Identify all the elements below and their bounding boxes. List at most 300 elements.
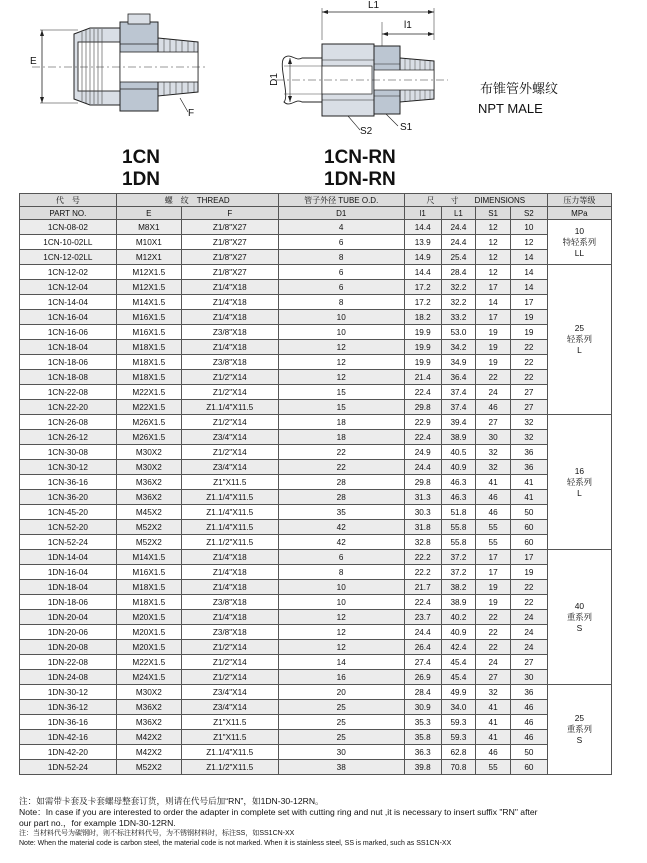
cell-part-no: 1CN-26-08: [20, 415, 117, 430]
header-pressure-unit: MPa: [547, 207, 611, 220]
header-f: F: [181, 207, 278, 220]
cell-dim-s2: 50: [510, 505, 547, 520]
cell-dim-i1: 24.9: [404, 445, 441, 460]
cell-part-no: 1CN-36-16: [20, 475, 117, 490]
cell-thread-e: M16X1.5: [116, 325, 181, 340]
cell-dim-i1: 35.3: [404, 715, 441, 730]
pressure-series: 特轻系列: [562, 236, 597, 247]
cell-dim-s2: 19: [510, 565, 547, 580]
table-row: [20, 325, 612, 340]
cell-dim-s2: 22: [510, 340, 547, 355]
cell-dim-s2: 17: [510, 550, 547, 565]
table-row: [20, 460, 612, 475]
label-d1: D1: [268, 73, 280, 86]
cell-dim-i1: 35.8: [404, 730, 441, 745]
cell-dim-i1: 22.4: [404, 430, 441, 445]
cell-thread-f: Z1/4"X18: [181, 310, 278, 325]
cell-dim-l1: 55.8: [441, 535, 476, 550]
cell-dim-s2: 12: [510, 235, 547, 250]
cell-tube-od: 16: [278, 670, 404, 685]
cell-thread-e: M36X2: [116, 475, 181, 490]
cell-dim-l1: 37.2: [441, 565, 476, 580]
cell-dim-s1: 24: [476, 655, 511, 670]
cell-thread-f: Z1/2"X14: [181, 370, 278, 385]
cell-part-no: 1DN-20-06: [20, 625, 117, 640]
cell-thread-f: Z1.1/4"X11.5: [181, 490, 278, 505]
cell-thread-e: M42X2: [116, 745, 181, 760]
cell-tube-od: 35: [278, 505, 404, 520]
cell-dim-l1: 34.9: [441, 355, 476, 370]
pressure-group: [547, 220, 611, 265]
table-row: [20, 760, 612, 775]
cell-part-no: 1DN-24-08: [20, 670, 117, 685]
pressure-series: 轻系列: [566, 334, 592, 344]
cell-dim-s1: 19: [476, 595, 511, 610]
cell-tube-od: 6: [278, 265, 404, 280]
cell-part-no: 1CN-22-08: [20, 385, 117, 400]
cell-tube-od: 12: [278, 370, 404, 385]
cell-dim-s1: 12: [476, 235, 511, 250]
cell-thread-e: M18X1.5: [116, 595, 181, 610]
cell-part-no: 1DN-20-08: [20, 640, 117, 655]
table-row: [20, 715, 612, 730]
cell-dim-s2: 22: [510, 580, 547, 595]
table-row: [20, 295, 612, 310]
cell-part-no: 1DN-18-04: [20, 580, 117, 595]
cell-dim-l1: 40.9: [441, 460, 476, 475]
cell-thread-f: Z1/4"X18: [181, 565, 278, 580]
cell-tube-od: 6: [278, 550, 404, 565]
cell-dim-l1: 24.4: [441, 235, 476, 250]
cell-part-no: 1DN-20-04: [20, 610, 117, 625]
pressure-code: L: [577, 487, 582, 498]
cell-thread-e: M30X2: [116, 685, 181, 700]
cell-thread-f: Z1/4"X18: [181, 580, 278, 595]
cell-tube-od: 6: [278, 235, 404, 250]
cell-thread-e: M52X2: [116, 535, 181, 550]
pressure-code: L: [577, 345, 582, 355]
cell-part-no: 1CN-52-24: [20, 535, 117, 550]
cell-dim-s2: 22: [510, 595, 547, 610]
pressure-series: 重系列: [566, 724, 592, 734]
cell-thread-e: M20X1.5: [116, 610, 181, 625]
cell-dim-i1: 26.4: [404, 640, 441, 655]
table-row: [20, 700, 612, 715]
cell-dim-s1: 27: [476, 670, 511, 685]
pressure-group: [547, 685, 611, 775]
cell-thread-e: M18X1.5: [116, 355, 181, 370]
cell-dim-s1: 12: [476, 265, 511, 280]
cell-dim-s2: 41: [510, 475, 547, 490]
cell-thread-f: Z1/2"X14: [181, 385, 278, 400]
table-row: [20, 280, 612, 295]
label-s2: S2: [360, 126, 373, 137]
cell-dim-l1: 45.4: [441, 670, 476, 685]
cell-tube-od: 18: [278, 415, 404, 430]
cell-thread-f: Z3/8"X18: [181, 595, 278, 610]
cell-dim-s1: 41: [476, 715, 511, 730]
cell-tube-od: 25: [278, 730, 404, 745]
cell-dim-s1: 27: [476, 415, 511, 430]
cell-thread-e: M42X2: [116, 730, 181, 745]
note-line-3: our part no.，for example 1DN-30-12RN.: [19, 818, 176, 828]
table-row: [20, 535, 612, 550]
cell-part-no: 1DN-52-24: [20, 760, 117, 775]
cell-dim-s1: 24: [476, 385, 511, 400]
pressure-value: 10: [574, 225, 585, 236]
cell-dim-s2: 14: [510, 265, 547, 280]
table-row: [20, 625, 612, 640]
cell-part-no: 1CN-12-02: [20, 265, 117, 280]
header-l1: L1: [441, 207, 476, 220]
cell-dim-s1: 17: [476, 550, 511, 565]
cell-dim-s1: 12: [476, 250, 511, 265]
table-row: [20, 595, 612, 610]
cell-thread-e: M36X2: [116, 715, 181, 730]
cell-thread-e: M30X2: [116, 445, 181, 460]
cell-dim-l1: 37.4: [441, 400, 476, 415]
spec-table: [19, 193, 612, 775]
cell-thread-e: M26X1.5: [116, 415, 181, 430]
cell-dim-s1: 46: [476, 745, 511, 760]
cell-dim-l1: 40.5: [441, 445, 476, 460]
cell-thread-f: Z1.1/4"X11.5: [181, 745, 278, 760]
label-e: E: [30, 56, 37, 67]
cell-thread-f: Z1/4"X18: [181, 340, 278, 355]
cell-thread-f: Z1/8"X27: [181, 235, 278, 250]
pressure-series: 重系列: [566, 611, 592, 622]
cell-thread-e: M16X1.5: [116, 565, 181, 580]
cell-dim-l1: 32.2: [441, 280, 476, 295]
cell-thread-f: Z1/2"X14: [181, 415, 278, 430]
cell-thread-f: Z1/4"X18: [181, 550, 278, 565]
cell-thread-e: M12X1: [116, 250, 181, 265]
diagram-1cn-rn: [262, 0, 452, 142]
cell-part-no: 1DN-36-12: [20, 700, 117, 715]
cell-dim-l1: 40.2: [441, 610, 476, 625]
cell-dim-s1: 46: [476, 505, 511, 520]
cell-thread-f: Z1/4"X18: [181, 610, 278, 625]
cell-thread-f: Z1/8"X27: [181, 250, 278, 265]
pressure-code: LL: [574, 247, 585, 258]
header-e: E: [116, 207, 181, 220]
cell-dim-l1: 70.8: [441, 760, 476, 775]
cell-dim-i1: 31.8: [404, 520, 441, 535]
cell-thread-e: M14X1.5: [116, 295, 181, 310]
cell-tube-od: 10: [278, 580, 404, 595]
cell-dim-s1: 22: [476, 640, 511, 655]
table-row: [20, 580, 612, 595]
cell-tube-od: 25: [278, 715, 404, 730]
cell-dim-s2: 46: [510, 700, 547, 715]
cell-dim-s2: 60: [510, 535, 547, 550]
cell-dim-s2: 27: [510, 385, 547, 400]
cell-dim-s1: 22: [476, 370, 511, 385]
cell-dim-s1: 17: [476, 310, 511, 325]
cell-part-no: 1CN-36-20: [20, 490, 117, 505]
cell-dim-s1: 32: [476, 685, 511, 700]
table-row: [20, 310, 612, 325]
cell-dim-s1: 19: [476, 325, 511, 340]
pressure-group: [547, 415, 611, 550]
cell-dim-i1: 21.4: [404, 370, 441, 385]
cell-dim-s2: 36: [510, 445, 547, 460]
note-line-5: Note: When the material code is carbon steel, the material code is not marked. When it is stainless steel, SS is marked, such as SS1CN-XX: [19, 840, 452, 847]
cell-tube-od: 42: [278, 520, 404, 535]
cell-dim-s1: 55: [476, 535, 511, 550]
pressure-value: 40: [574, 600, 585, 611]
cell-thread-e: M8X1: [116, 220, 181, 235]
table-row: [20, 430, 612, 445]
table-row: [20, 445, 612, 460]
cell-dim-l1: 55.8: [441, 520, 476, 535]
cell-dim-s1: 41: [476, 475, 511, 490]
header-pressure-cn: 压力等级: [547, 194, 611, 207]
cell-thread-f: Z1.1/4"X11.5: [181, 505, 278, 520]
cell-tube-od: 10: [278, 310, 404, 325]
header-i1: l1: [404, 207, 441, 220]
cell-dim-i1: 21.7: [404, 580, 441, 595]
type-title-1dn: 1DN: [122, 169, 161, 190]
cell-thread-f: Z3/4"X14: [181, 700, 278, 715]
cell-dim-l1: 38.9: [441, 430, 476, 445]
cell-dim-l1: 46.3: [441, 490, 476, 505]
pressure-code: S: [576, 735, 583, 745]
cell-tube-od: 4: [278, 220, 404, 235]
header-d1: D1: [278, 207, 404, 220]
cell-dim-s1: 12: [476, 220, 511, 235]
header-dimensions: 尺 寸 DIMENSIONS: [404, 194, 547, 207]
cell-tube-od: 22: [278, 445, 404, 460]
diagram-1cn: [30, 8, 210, 128]
cell-dim-s2: 46: [510, 730, 547, 745]
cell-thread-f: Z3/4"X14: [181, 430, 278, 445]
cell-thread-f: Z1/2"X14: [181, 655, 278, 670]
cell-thread-f: Z1"X11.5: [181, 715, 278, 730]
cell-thread-e: M18X1.5: [116, 580, 181, 595]
cell-part-no: 1DN-18-06: [20, 595, 117, 610]
cell-part-no: 1DN-14-04: [20, 550, 117, 565]
cell-dim-i1: 22.9: [404, 415, 441, 430]
cell-thread-e: M12X1.5: [116, 280, 181, 295]
spec-table-body: [20, 220, 612, 775]
label-l1: L1: [368, 0, 380, 11]
cell-thread-e: M30X2: [116, 460, 181, 475]
cell-dim-s2: 50: [510, 745, 547, 760]
header-s1: S1: [476, 207, 511, 220]
cell-dim-i1: 22.2: [404, 565, 441, 580]
cell-dim-s1: 22: [476, 625, 511, 640]
cell-tube-od: 8: [278, 250, 404, 265]
cell-dim-i1: 32.8: [404, 535, 441, 550]
cell-dim-i1: 28.4: [404, 685, 441, 700]
pressure-group: [547, 265, 611, 415]
cell-thread-f: Z1/2"X14: [181, 670, 278, 685]
table-row: [20, 685, 612, 700]
cell-dim-i1: 31.3: [404, 490, 441, 505]
cell-dim-i1: 22.4: [404, 385, 441, 400]
cell-dim-l1: 59.3: [441, 715, 476, 730]
cell-part-no: 1CN-18-08: [20, 370, 117, 385]
cell-dim-l1: 53.0: [441, 325, 476, 340]
cell-dim-i1: 29.8: [404, 400, 441, 415]
cell-part-no: 1CN-22-20: [20, 400, 117, 415]
table-row: [20, 745, 612, 760]
cell-part-no: 1CN-18-06: [20, 355, 117, 370]
cell-thread-f: Z3/8"X18: [181, 625, 278, 640]
table-row: [20, 490, 612, 505]
cell-part-no: 1CN-26-12: [20, 430, 117, 445]
cell-dim-i1: 22.2: [404, 550, 441, 565]
cell-part-no: 1CN-30-12: [20, 460, 117, 475]
cell-part-no: 1CN-18-04: [20, 340, 117, 355]
table-row: [20, 655, 612, 670]
type-title-1cn-rn: 1CN-RN: [324, 147, 396, 168]
cell-part-no: 1DN-30-12: [20, 685, 117, 700]
pressure-value: 25: [574, 713, 585, 723]
cell-part-no: 1DN-16-04: [20, 565, 117, 580]
description-cn: 布锥管外螺纹: [480, 81, 559, 96]
cell-dim-i1: 30.9: [404, 700, 441, 715]
cell-tube-od: 15: [278, 400, 404, 415]
cell-thread-e: M22X1.5: [116, 655, 181, 670]
cell-dim-i1: 19.9: [404, 355, 441, 370]
cell-dim-i1: 26.9: [404, 670, 441, 685]
cell-part-no: 1CN-16-06: [20, 325, 117, 340]
cell-thread-e: M10X1: [116, 235, 181, 250]
cell-thread-e: M36X2: [116, 700, 181, 715]
cell-dim-s1: 14: [476, 295, 511, 310]
cell-thread-e: M16X1.5: [116, 310, 181, 325]
cell-dim-s2: 36: [510, 460, 547, 475]
cell-dim-i1: 13.9: [404, 235, 441, 250]
cell-part-no: 1CN-30-08: [20, 445, 117, 460]
cell-tube-od: 8: [278, 565, 404, 580]
cell-thread-e: M22X1.5: [116, 385, 181, 400]
cell-dim-i1: 17.2: [404, 295, 441, 310]
cell-thread-e: M45X2: [116, 505, 181, 520]
table-row: [20, 730, 612, 745]
cell-dim-s2: 19: [510, 325, 547, 340]
cell-tube-od: 12: [278, 355, 404, 370]
cell-part-no: 1CN-12-02LL: [20, 250, 117, 265]
label-i1: l1: [404, 20, 412, 31]
cell-dim-s2: 24: [510, 625, 547, 640]
table-row: [20, 400, 612, 415]
cell-dim-s1: 41: [476, 700, 511, 715]
cell-dim-l1: 46.3: [441, 475, 476, 490]
cell-dim-s1: 30: [476, 430, 511, 445]
table-row: [20, 640, 612, 655]
cell-dim-s1: 46: [476, 490, 511, 505]
cell-dim-s1: 32: [476, 445, 511, 460]
cell-thread-e: M26X1.5: [116, 430, 181, 445]
cell-dim-s1: 19: [476, 340, 511, 355]
cell-dim-s2: 24: [510, 640, 547, 655]
cell-dim-i1: 24.4: [404, 460, 441, 475]
cell-tube-od: 10: [278, 595, 404, 610]
cell-thread-e: M52X2: [116, 520, 181, 535]
cell-part-no: 1CN-45-20: [20, 505, 117, 520]
cell-part-no: 1CN-16-04: [20, 310, 117, 325]
cell-thread-e: M52X2: [116, 760, 181, 775]
cell-dim-l1: 32.2: [441, 295, 476, 310]
cell-dim-s2: 10: [510, 220, 547, 235]
cell-part-no: 1CN-08-02: [20, 220, 117, 235]
pressure-group: [547, 550, 611, 685]
cell-dim-s2: 14: [510, 280, 547, 295]
cell-dim-l1: 49.9: [441, 685, 476, 700]
table-row: [20, 265, 612, 280]
cell-dim-s1: 41: [476, 730, 511, 745]
table-row: [20, 235, 612, 250]
cell-dim-s2: 36: [510, 685, 547, 700]
cell-dim-s1: 32: [476, 460, 511, 475]
note-line-4: 注：当材料代号为碳钢时，则不标注材料代号，为不锈钢材料时，标注SS，如SS1CN-XX: [19, 830, 295, 837]
cell-dim-s2: 30: [510, 670, 547, 685]
cell-dim-s2: 19: [510, 310, 547, 325]
pressure-series: 轻系列: [566, 476, 592, 487]
cell-tube-od: 6: [278, 280, 404, 295]
type-title-1cn: 1CN: [122, 147, 161, 168]
cell-dim-i1: 36.3: [404, 745, 441, 760]
cell-tube-od: 28: [278, 475, 404, 490]
cell-dim-l1: 59.3: [441, 730, 476, 745]
table-row: [20, 340, 612, 355]
cell-dim-s2: 14: [510, 250, 547, 265]
cell-thread-e: M20X1.5: [116, 625, 181, 640]
cell-thread-e: M20X1.5: [116, 640, 181, 655]
header-thread: 螺 纹 THREAD: [116, 194, 278, 207]
table-row: [20, 520, 612, 535]
cell-dim-i1: 24.4: [404, 625, 441, 640]
cell-thread-f: Z1"X11.5: [181, 730, 278, 745]
cell-dim-s1: 17: [476, 280, 511, 295]
type-title-1dn-rn: 1DN-RN: [324, 169, 396, 190]
cell-dim-s1: 22: [476, 610, 511, 625]
cell-thread-e: M22X1.5: [116, 400, 181, 415]
cell-part-no: 1DN-22-08: [20, 655, 117, 670]
cell-tube-od: 12: [278, 340, 404, 355]
cell-dim-l1: 45.4: [441, 655, 476, 670]
cell-thread-e: M18X1.5: [116, 370, 181, 385]
cell-dim-l1: 25.4: [441, 250, 476, 265]
cell-thread-e: M36X2: [116, 490, 181, 505]
cell-tube-od: 42: [278, 535, 404, 550]
cell-dim-i1: 23.7: [404, 610, 441, 625]
cell-part-no: 1CN-14-04: [20, 295, 117, 310]
cell-thread-f: Z1.1/2"X11.5: [181, 760, 278, 775]
cell-dim-s2: 32: [510, 430, 547, 445]
cell-tube-od: 18: [278, 430, 404, 445]
cell-dim-i1: 29.8: [404, 475, 441, 490]
cell-dim-l1: 51.8: [441, 505, 476, 520]
cell-dim-s1: 46: [476, 400, 511, 415]
table-row: [20, 415, 612, 430]
cell-dim-l1: 24.4: [441, 220, 476, 235]
cell-dim-s2: 17: [510, 295, 547, 310]
table-row: [20, 550, 612, 565]
header-part-cn: 代 号: [20, 194, 117, 207]
note-line-2: Note：In case if you are interested to order the adapter in complete set with cutting ring and nut ,it is necessary to insert suffix "RN" after: [19, 807, 538, 817]
cell-dim-i1: 14.4: [404, 220, 441, 235]
cell-dim-s2: 24: [510, 610, 547, 625]
table-row: [20, 220, 612, 235]
cell-tube-od: 14: [278, 655, 404, 670]
cell-thread-f: Z1/8"X27: [181, 265, 278, 280]
pressure-value: 16: [574, 465, 585, 476]
cell-dim-s2: 22: [510, 370, 547, 385]
